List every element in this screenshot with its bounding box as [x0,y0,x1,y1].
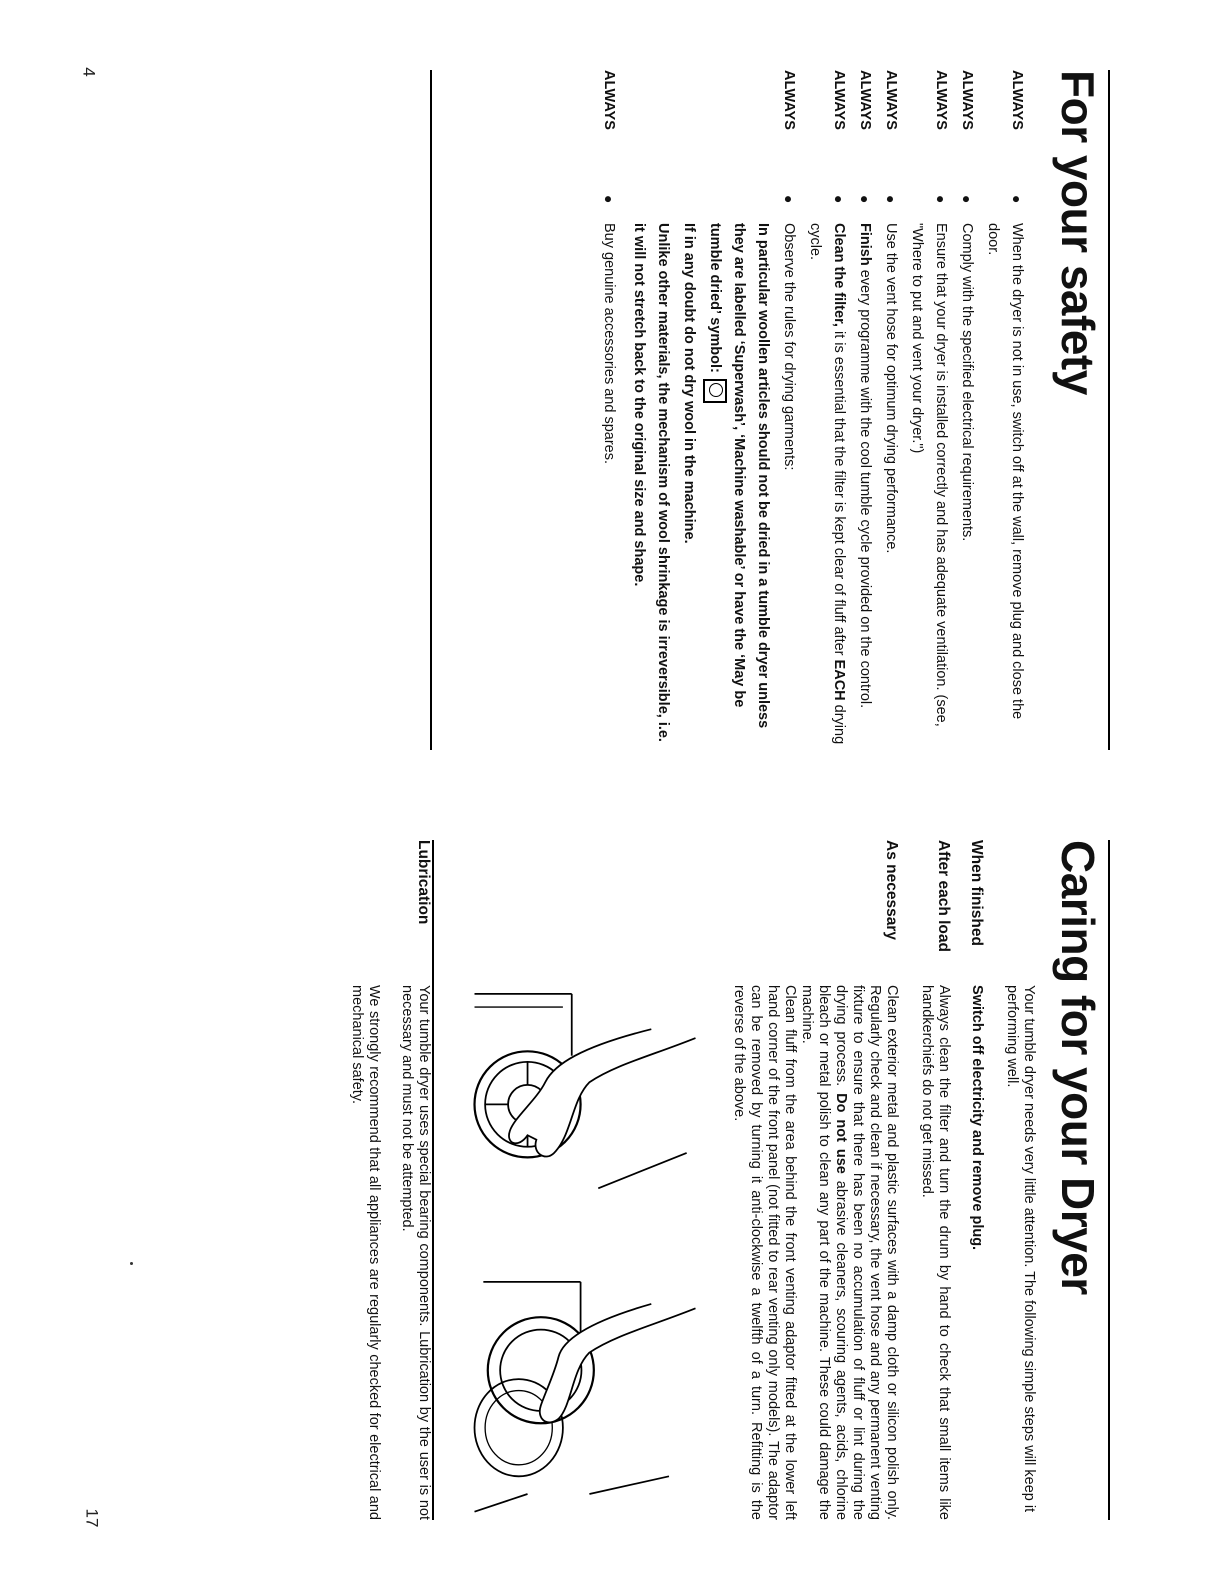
after-each-load-row: After each load Always clean the filter and turn the drum by hand to check that small items like handkerchiefs do not get missed. [919,840,953,1520]
safety-section [410,70,1110,750]
safety-list [597,70,1029,750]
wool-doubt: If in any doubt do not dry wool in the machine. [680,223,697,544]
safety-item: ALWAYS ● Buy genuine accessories and spares. [600,70,617,465]
wool-shrink: Unlike other materials, the mechanism of wool shrinkage is irreversible, i.e. it will not stretch back to the original size and shape. [630,223,671,742]
section-end-rule [430,70,432,750]
safety-item: ALWAYS ● Comply with the specified electrical requirements. [959,70,976,542]
tumble-dry-symbol-icon [703,379,727,403]
caring-intro: Your tumble dryer needs very little attention. The following simple steps will keep it performing well. [1004,985,1038,1513]
safety-item: ALWAYS ● Finish every programme with the cool tumble cycle provided on the control. [857,70,874,709]
title-rule [1108,840,1110,1520]
as-necessary-row: As necessary Clean exterior metal and plastic surfaces with a damp cloth or silicon polish only. Regularly check and clean if necessary, the vent hose and any permanent venting fixture to ensure that there has been no accumulation of fluff or lint during the drying process. Do not use abrasive cleaners, scouring agents, acids, chlorine bleach or metal polish to clean any part of the machine. These could damage the machine. Clean fluff from the area behind the front venting adaptor fitted at the lower left hand corner of the front panel (not fitted to rear venting only models). The adaptor can be removed by turning it anti-clockwise a twelfth of a turn. Refitting is the reverse of the above. [731,840,901,1521]
section-end-rule [432,840,434,1520]
adaptor-turning-illustration [450,1273,720,1521]
caring-section [310,840,1110,1520]
caring-title: Caring for your Dryer [1052,840,1104,1295]
page-number-right: 17 [82,1508,102,1528]
safety-item: ALWAYS ● Use the vent hose for optimum drying performance. [883,70,900,554]
lubrication-row: Lubrication Your tumble dryer uses special bearing components. Lubrication by the user is not necessary and must not be attempted. We strongly recommend that all appliances are regularly checked for electrical and mechanical safety. [349,840,433,1520]
illustration-row [450,985,720,1520]
safety-item: ALWAYS ● Ensure that your dryer is installed correctly and has adequate ventilation. (see, "Where to put and vent your dryer.") [909,70,950,727]
title-rule [1108,70,1110,750]
safety-item: ALWAYS ● When the dryer is not in use, switch off at the wall, remove plug and close the door. [985,70,1026,720]
page-number-left: 4 [79,67,99,77]
safety-item: ALWAYS ● Clean the filter, it is essential that the filter is kept clear of fluff after EACH drying cycle. [807,70,848,745]
safety-item: ALWAYS ● Observe the rules for drying garments: In particular woollen articles should not be dried in a tumble dryer unless they are labelled ‘Superwash’, ‘Machine washable’ or have the ‘May be tumble dried’ symbol: If in any doubt do not dry wool in the machine. Unlike other materials, the mechanism of wool shrinkage is irreversible, i.e. it will not stretch back to the original size and shape. [627,70,801,750]
wool-warning: In particular woollen articles should not be dried in a tumble dryer unless they are labelled ‘Superwash’, ‘Machine washable’ or have the ‘May be tumble dried’ symbol: [703,223,775,750]
adaptor-removal-illustration [450,985,720,1233]
when-finished-row: When finished Switch off electricity and remove plug. [968,840,986,1251]
speck [130,1262,133,1265]
safety-title: For your safety [1052,70,1104,395]
